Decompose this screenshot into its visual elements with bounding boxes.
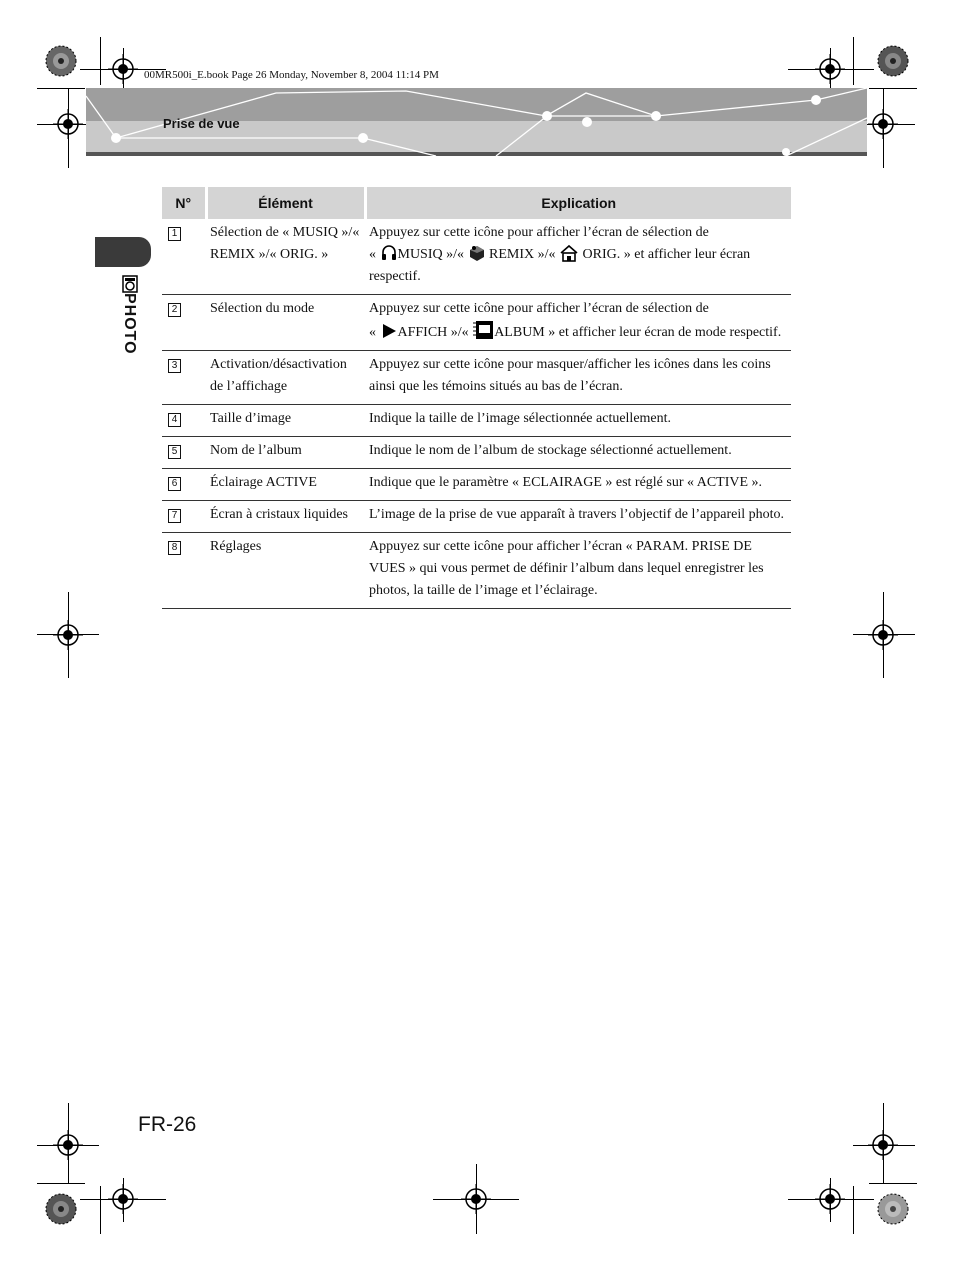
- color-rosette-icon: [45, 1193, 77, 1225]
- color-rosette-icon: [877, 45, 909, 77]
- element-cell: Sélection de « MUSIQ »/« REMIX »/« ORIG. »: [206, 219, 365, 295]
- element-cell: Activation/désactivation de l’affichage: [206, 351, 365, 405]
- item-number: 1: [168, 227, 181, 241]
- explanation-cell: L’image de la prise de vue apparaît à travers l’objectif de l’appareil photo.: [365, 501, 791, 533]
- registration-mark-icon: [868, 620, 898, 650]
- registration-mark-icon: [868, 1130, 898, 1160]
- table-row: [162, 501, 791, 533]
- element-cell: Écran à cristaux liquides: [206, 501, 365, 533]
- registration-mark-icon: [53, 620, 83, 650]
- item-number: 3: [168, 359, 181, 373]
- page-number: FR-26: [138, 1113, 197, 1136]
- play-icon: [380, 322, 398, 340]
- table-row: [162, 469, 791, 501]
- registration-mark-icon: [108, 1184, 138, 1214]
- explanation-cell: Indique la taille de l’image sélectionnée actuellement.: [365, 405, 791, 437]
- item-number: 6: [168, 477, 181, 491]
- explanation-cell: Appuyez sur cette icône pour afficher l’écran de sélection de « AFFICH »/« ALBUM » et afficher leur écran de mode respectif.: [365, 295, 791, 351]
- camera-icon: [122, 275, 138, 293]
- explanation-cell: Appuyez sur cette icône pour afficher l’écran « PARAM. PRISE DE VUES » qui vous permet de définir l’album dans lequel enregistrer les photos, la taille de l’image et l’éclairage.: [365, 533, 791, 609]
- color-rosette-icon: [877, 1193, 909, 1225]
- table-row: [162, 219, 791, 295]
- item-number: 2: [168, 303, 181, 317]
- side-tab-text: PHOTO: [121, 293, 138, 355]
- item-number: 8: [168, 541, 181, 555]
- table-row: [162, 533, 791, 609]
- registration-mark-icon: [108, 54, 138, 84]
- element-cell: Réglages: [206, 533, 365, 609]
- file-info: 00MR500i_E.book Page 26 Monday, November 8, 2004 11:14 PM: [144, 69, 439, 81]
- explanation-cell: Appuyez sur cette icône pour masquer/afficher les icônes dans les coins ainsi que les témoins situés au bas de l’écran.: [365, 351, 791, 405]
- registration-mark-icon: [53, 109, 83, 139]
- element-cell: Éclairage ACTIVE: [206, 469, 365, 501]
- side-tab: [95, 237, 151, 267]
- explanation-cell: Appuyez sur cette icône pour afficher l’écran de sélection de « MUSIQ »/« REMIX »/« ORIG. » et afficher leur écran respectif.: [365, 219, 791, 295]
- album-icon: [472, 320, 494, 340]
- color-rosette-icon: [45, 45, 77, 77]
- table-row: [162, 437, 791, 469]
- header-element: Élément: [206, 187, 365, 219]
- element-cell: Taille d’image: [206, 405, 365, 437]
- element-cell: Nom de l’album: [206, 437, 365, 469]
- header-explanation: Explication: [365, 187, 791, 219]
- registration-mark-icon: [815, 54, 845, 84]
- item-number: 7: [168, 509, 181, 523]
- explanation-table: [162, 187, 791, 609]
- table-row: [162, 405, 791, 437]
- table-header-row: [162, 187, 791, 219]
- header-num: N°: [162, 187, 206, 219]
- section-title: Prise de vue: [163, 116, 240, 131]
- element-cell: Sélection du mode: [206, 295, 365, 351]
- registration-mark-icon: [53, 1130, 83, 1160]
- remix-cube-icon: [468, 244, 486, 262]
- registration-mark-icon: [815, 1184, 845, 1214]
- item-number: 5: [168, 445, 181, 459]
- item-number: 4: [168, 413, 181, 427]
- explanation-cell: Indique que le paramètre « ECLAIRAGE » est réglé sur « ACTIVE ».: [365, 469, 791, 501]
- registration-mark-icon: [868, 109, 898, 139]
- house-icon: [559, 244, 579, 262]
- side-tab-label: [110, 275, 150, 375]
- table-row: [162, 351, 791, 405]
- explanation-cell: Indique le nom de l’album de stockage sélectionné actuellement.: [365, 437, 791, 469]
- registration-mark-icon: [461, 1184, 491, 1214]
- headphones-icon: [380, 244, 398, 262]
- table-row: [162, 295, 791, 351]
